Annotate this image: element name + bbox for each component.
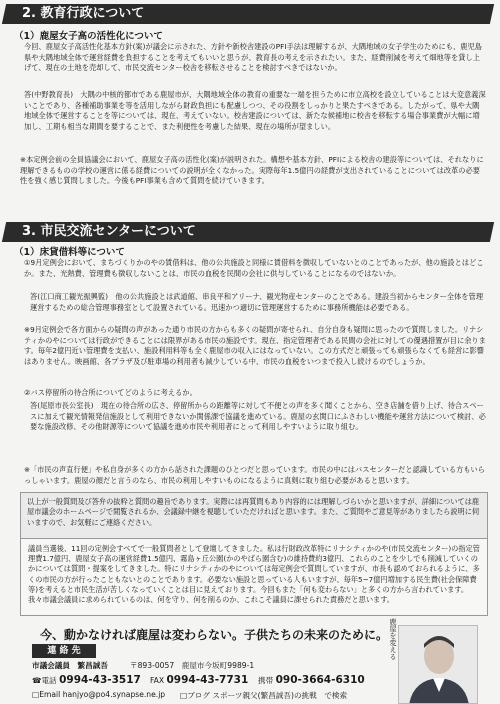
mobile-number[interactable]: 090-3664-6310 [275, 674, 365, 686]
answer-label: 答(中野教育長) [24, 90, 74, 99]
email-address[interactable]: hanjyo@po4.synapse.ne.jp [62, 690, 166, 699]
section-2-answer [24, 90, 486, 132]
portrait-photo [398, 625, 478, 704]
contact-email: □Email hanjyo@po4.synapse.ne.jp [32, 690, 166, 699]
section-3-answer-2 [30, 401, 486, 433]
section-2-subheading: （1）鹿屋女子高の活性化について [14, 31, 163, 42]
contact-tab: 連 絡 先 [32, 644, 96, 658]
phone-number[interactable]: 0994-43-3517 [59, 674, 141, 686]
section-3-subheading: （1）床貸借料等について [14, 247, 125, 258]
section-3-header: 3. 市民交流センターについて [2, 222, 494, 242]
contact-mobile: 携帯 090-3664-6310 [258, 674, 365, 686]
section-3-note-1: ※9月定例会で各方面からの疑問の声があった通り市民の方からも多くの疑問が寄せられ、自分自身も疑問に思ったので質問しました。リナシティかのやについては行政ができることには限界がある市民の施設です。現在、指定管理者である民間の会社に対しての優遇措置が目に余ります。毎年2億円近い管理費を支払い、施設利用料等も全く鹿屋市の収入にはなっていない。この方式だと頑張っても頑張らなくても経営に影響はありません。映画館、各プラザ及び駐車場の利用者も減少している中、市民の血税をいつまで投入し続けるのでしょうか。 [24, 325, 486, 366]
section-3-note-2: ※「市民の声直行便」や私自身が多くの方から話された課題のひとつだと思っています。市民の中にはバスセンターだと認識している方もいらっしゃいます。鹿屋の顔だと言うのなら、市民の利用しやすいものになるように真剣に取り組む必要があると思います。 [24, 465, 486, 485]
section-3-answer-1 [30, 292, 486, 313]
contact-name: 市議会議員 繁昌誠吾 [32, 661, 108, 670]
answer-label: 答(江口商工観光振興監) [30, 292, 109, 301]
section-2-question: 今回、鹿屋女子高活性化基本方針(案)が議会に示された、方針や新校舎建設のPFI手法は理解するが、大隅地域の女子学生のためにも、鹿児島県や大隅地域全体で運営経費を負担することを考えてもいいと思うが、教育長の考えを示されたい。また、経費削減を考えて畑地等を貸し上げて、現在の土地を売却して、市民交流センター校舎を移転させることを検討すべきではないか。 [24, 42, 482, 73]
section-2-header: 2. 教育行政について [2, 4, 494, 24]
closing-message: 議員当選後、11回の定例会すべてで一般質問者として登壇してきました。私は行財政改革特にリナシティかのや(市民交流センター)の指定管理費1.7億円、鹿屋女子高の運営経費1.5億円、霧島ヶ丘公園(かのやばら園含む)の維持費約3億円、これらのことを少しでも削減していくのかについては質問・提案をしてきました。特にリナシティかのやについては毎定例会で質問していますが、市長も認めておられるように、多くの市民の方が行ったこともないとのことであります。必要ない施設と思っている人もいますが、毎年5~7億円増加する民生費(社会保障費等)を考えると市民生活が苦しくなっていくことは目に見えております。今回もまた「何も変わらない」と多くの方から言われています。我々市議会議員に求められているのは、何を守り、何を削るのか、これこそ議員に課せられた責務だと思います。 [20, 538, 488, 616]
section-3-question-1: ①9月定例会において、まちづくりかのやの賃借料は、他の公共施設と同様に賃借料を徴収していないとのことであったが、他の施設とはどこか。また、光熱費、管理費も徴収しないことは、市民の血税を民間の会社に供与していることになるのではないか。 [24, 258, 484, 278]
email-icon: □ [32, 690, 40, 699]
slogan: 今、動かなければ鹿屋は変わらない。子供たちの未来のために。 [40, 628, 389, 642]
answer-text: 現在の待合所の広さ、停留所からの距離等に対して不便との声を多く聞くことから、空き店舗を借り上げ、待合スペースに加えて観光情報発信施設として利用できないか関係課で協議を進めている。鹿屋の玄関口にふさわしい機能や運営方法について検討、必要な施設改修、その他財源等について協議を進め市民や利用者にとって利用しやすいように取り組む。 [30, 401, 486, 432]
section-2-note: ※本定例会前の全員協議会において、鹿屋女子高の活性化(案)が説明された。構想や基本方針、PFIによる校舎の建設等については、それなりに理解できるものの学校の運営に係る経費についての説明が全くなかった。実際毎年1.5億円の経費が支出されていることについては改革の必要性を強く感じ質問しました。今後もPFI事業も含めて質問を続けていきます。 [20, 155, 484, 186]
contact-phone: ☎電話 0994-43-3517 [32, 674, 141, 686]
contact-address: 〒893-0057 鹿屋市今坂町9989-1 [130, 661, 255, 670]
fax-number: 0994-43-7731 [166, 674, 249, 686]
section-3-question-2: ②バス停留所の待合所についてどのように考えるか。 [24, 388, 197, 397]
answer-text: 大隅の中核的都市である鹿屋市が、大隅地域全体の教育の重要な一端を担うために市立高校を設立していることは大変意義深いことであり、各種補助事業を等を活用しながら財政負担にも配慮しつつ、その役割をしっかりと果たすべきである。したがって、県や大隅地域全体で運営することを等については、現在、考えていない。校舎建設については、新たな候補地に校舎を移転する場合事業費が大幅に増加し、工期も相当な期間を要することで、また利便性を考慮した結果、現在の場所が望ましい。 [24, 90, 486, 131]
info-box: 以上が一般質問及び答弁の抜粋と質問の趣旨であります。実際には再質問もあり内容的には理解しづらいかと思いますが、詳細については鹿屋市議会のホームページで閲覧されるか、会議録中継を視聴していただければと思います。また、ご質問やご意見等がありましたら説明に伺いますので、お気軽にご連絡ください。 [20, 492, 488, 552]
portrait-caption: 鹿屋を変える [389, 618, 397, 660]
blog-icon: □ [180, 691, 188, 700]
contact-fax: FAX 0994-43-7731 [150, 674, 249, 686]
answer-label: 答(尾原市長公室長) [30, 401, 94, 410]
contact-blog: □ブログ スポーツ親父(繁昌誠吾)の挑戦 で検索 [180, 691, 348, 700]
answer-text: 他の公共施設とは武道館、串良平和アリーナ、観光物産センターのことである。建設当初からセンター全体を管理運営するための総合管理事務室として設置されている。迅速かつ適切に管理運営するために事務所機能は必要である。 [30, 292, 484, 312]
blog-search-text: スポーツ親父(繁昌誠吾)の挑戦 で検索 [212, 691, 348, 700]
